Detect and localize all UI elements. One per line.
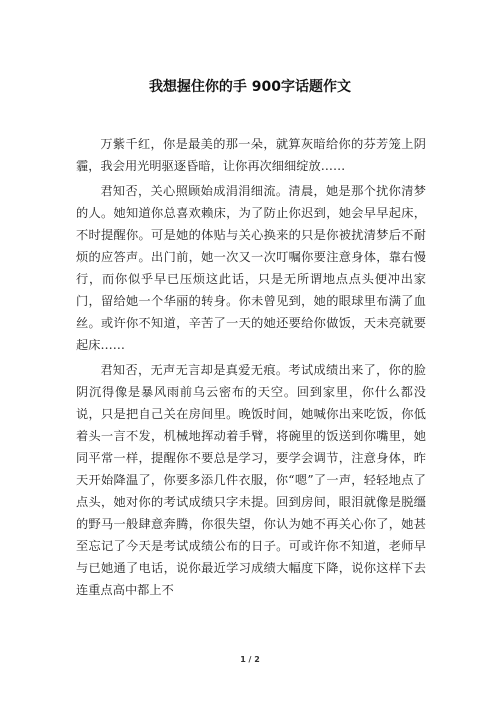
paragraph-exam-results: 君知否，无声无言却是真爱无痕。考试成绩出来了，你的脸阴沉得像是暴风雨前乌云密布的天空。回到家里，你什么都没说，只是把自己关在房间里。晚饭时间，她喊你出来吃饭，你低着头一言不发，机械地挥动着手臂，将碗里的饭送到你嘴里，她同平常一样，提醒你不要总是学习，要学会调节，注意身体，昨天开始降温了，你要多添几件衣服，你“嗯”了一声，轻轻地点了点头，她对你的考试成绩只字未提。回到房间，眼泪就像是脱缰的野马一般肆意奔腾，你很失望，你认为她不再关心你了，她甚至忘记了今天是考试成绩公布的日子。可或许你不知道，老师早与已她通了电话，说你最近学习成绩大幅度下降，说你这样下去连重点高中都上不 <box>76 363 426 597</box>
document-title: 我想握住你的手 900字话题作文 <box>148 79 352 95</box>
page-number: 1 / 2 <box>240 655 260 664</box>
document-body <box>76 133 426 601</box>
paragraph-morning-care: 君知否，关心照顾始成涓涓细流。清晨，她是那个扰你清梦的人。她知道你总喜欢赖床，为了防止你迟到，她会早早起床，不时提醒你。可是她的体贴与关心换来的只是你被扰清梦后不耐烦的应答声。出门前，她一次又一次叮嘱你要注意身体，靠右慢行，而你似乎早已压烦这此话，只是无所谓地点点头便冲出家门，留给她一个华丽的转身。你未曾见到，她的眼球里布满了血丝。或许你不知道，辛苦了一天的她还要给你做饭，天未亮就要起床…… <box>76 184 426 352</box>
paragraph-intro: 万紫千红，你是最美的那一朵，就算灰暗给你的芬芳笼上阴霾，我会用光明驱逐昏暗，让你再次细细绽放…… <box>76 137 426 173</box>
